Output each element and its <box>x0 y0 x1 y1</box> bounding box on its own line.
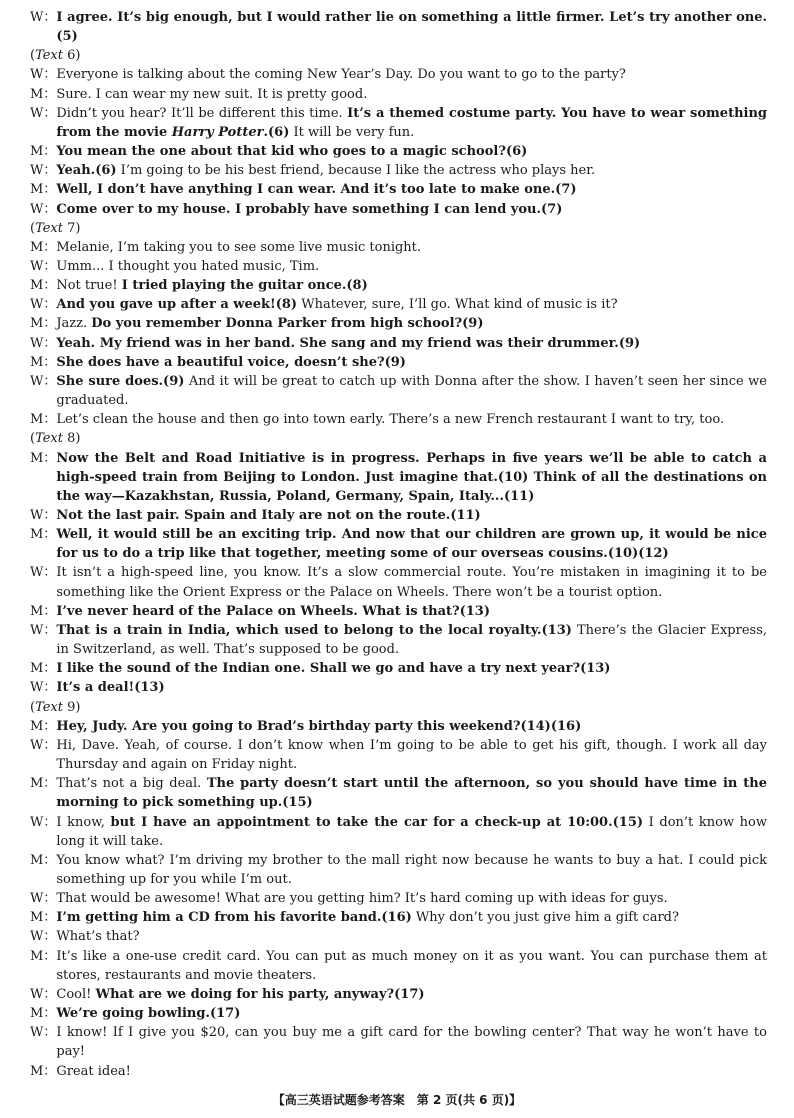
speaker-label: W： <box>30 929 57 945</box>
answer-highlight: but I have an appointment to take the car for a check-up at 10:00.(15) <box>110 814 644 830</box>
dialogue-line <box>30 200 767 219</box>
dialogue-line <box>30 717 767 736</box>
speaker-label: M： <box>30 316 57 332</box>
dialogue-segment: I know, <box>56 814 111 830</box>
dialogue-line <box>30 813 767 851</box>
dialogue-text <box>56 295 767 314</box>
speaker-label: M： <box>30 182 57 198</box>
speaker-label: W： <box>30 891 57 907</box>
speaker-label: M： <box>30 603 57 619</box>
speaker-label: M： <box>30 1006 57 1022</box>
dialogue-line <box>30 889 767 908</box>
dialogue-segment: Everyone is talking about the coming New Year’s Day. Do you want to go to the party? <box>56 67 626 83</box>
dialogue-text <box>56 889 767 908</box>
speaker-label: W： <box>30 508 57 524</box>
answer-highlight: Come over to my house. I probably have something I can lend you.(7) <box>56 201 563 217</box>
dialogue-segment: Great idea! <box>56 1063 131 1079</box>
dialogue-line <box>30 449 767 506</box>
dialogue-segment: It isn’t a high-speed line, you know. It’s a slow commercial route. You’re mistaken in imagining it to be something like the Orient Express or the Palace on Wheels. There won’t be a tourist option. <box>56 565 767 600</box>
speaker-label: W： <box>30 622 57 638</box>
dialogue-text <box>56 717 767 736</box>
answer-highlight: I tried playing the guitar once.(8) <box>121 278 368 294</box>
dialogue-text <box>56 985 767 1004</box>
speaker-label: W： <box>30 373 57 389</box>
dialogue-line <box>30 65 767 84</box>
header-open-paren: ( <box>30 699 36 715</box>
dialogue-segment: That’s not a big deal. <box>56 776 207 792</box>
dialogue-segment: Didn’t you hear? It’ll be different this time. <box>56 105 348 121</box>
dialogue-line <box>30 257 767 276</box>
answer-highlight: Yeah.(6) <box>56 163 117 179</box>
dialogue-segment: Whatever, sure, I’ll go. What kind of music is it? <box>297 297 618 313</box>
answer-highlight: Yeah. My friend was in her band. She sang and my friend was their drummer.(9) <box>56 335 641 351</box>
dialogue-line <box>30 736 767 774</box>
dialogue-segment: Jazz. <box>56 316 92 332</box>
speaker-label: M： <box>30 354 57 370</box>
dialogue-line <box>30 659 767 678</box>
dialogue-text <box>56 200 767 219</box>
answer-highlight: She sure does.(9) <box>56 373 185 389</box>
dialogue-text <box>56 142 767 161</box>
dialogue-line <box>30 353 767 372</box>
dialogue-text <box>56 736 767 774</box>
speaker-label: M： <box>30 527 57 543</box>
answer-highlight: Harry Potter <box>171 124 264 140</box>
speaker-label: W： <box>30 297 57 313</box>
dialogue-segment: I don’t know how long it will take. <box>56 814 768 849</box>
text-section-header <box>30 698 767 717</box>
dialogue-segment: I know! If I give you $20, can you buy me a gift card for the bowling center? That way he won’t have to pay! <box>56 1025 767 1060</box>
header-open-paren: ( <box>30 431 36 447</box>
header-label: Text <box>35 48 63 64</box>
speaker-label: W： <box>30 565 57 581</box>
dialogue-text <box>56 257 767 276</box>
dialogue-segment: Let’s clean the house and then go into town early. There’s a new French restaurant I want to try, too. <box>56 412 725 428</box>
dialogue-text <box>56 238 767 257</box>
header-open-paren: ( <box>30 48 36 64</box>
dialogue-text <box>56 314 767 333</box>
header-number: 9) <box>63 699 81 715</box>
dialogue-text <box>56 85 767 104</box>
dialogue-segment: Cool! <box>56 986 96 1002</box>
dialogue-segment: There’s the Glacier Express, in Switzerland, as well. That’s supposed to be good. <box>56 622 768 658</box>
speaker-label: M： <box>30 1063 57 1079</box>
answer-highlight: What are we doing for his party, anyway?(17) <box>95 986 425 1002</box>
transcript-body <box>30 8 767 1081</box>
dialogue-text <box>56 621 767 659</box>
speaker-label: W： <box>30 163 57 179</box>
dialogue-line <box>30 525 767 563</box>
dialogue-line <box>30 602 767 621</box>
answer-highlight: .(6) <box>263 124 290 140</box>
dialogue-text <box>56 449 767 506</box>
dialogue-segment: It’s like a one-use credit card. You can put as much money on it as you want. You can purchase them at stores, restaurants and movie theaters. <box>56 948 767 983</box>
answer-highlight: And you gave up after a week!(8) <box>56 297 298 313</box>
speaker-label: M： <box>30 661 57 677</box>
dialogue-text <box>56 353 767 372</box>
speaker-label: W： <box>30 259 57 274</box>
dialogue-segment: Why don’t you just give him a gift card? <box>411 910 679 926</box>
text-section-header <box>30 219 767 238</box>
dialogue-line <box>30 104 767 142</box>
dialogue-text <box>56 8 767 46</box>
answer-highlight: The party doesn’t start until the afternoon, so you should have time in the morning to pick something up.(15) <box>56 776 768 811</box>
dialogue-text <box>56 276 767 295</box>
dialogue-line <box>30 238 767 257</box>
answer-highlight: Not the last pair. Spain and Italy are not on the route.(11) <box>56 508 481 524</box>
dialogue-text <box>56 525 767 563</box>
dialogue-segment: Melanie, I’m taking you to see some live music tonight. <box>56 239 422 255</box>
answer-highlight: It’s a themed costume party. You have to wear something from the movie <box>56 105 767 140</box>
text-section-header <box>30 429 767 448</box>
speaker-label: M： <box>30 852 57 868</box>
dialogue-segment: You know what? I’m driving my brother to the mall right now because he wants to buy a hat. I could pick something up for you while I’m out. <box>56 852 767 887</box>
dialogue-line <box>30 334 767 353</box>
speaker-label: W： <box>30 335 57 351</box>
dialogue-line <box>30 1023 767 1061</box>
header-number: 7) <box>63 220 81 236</box>
speaker-label: W： <box>30 10 57 25</box>
dialogue-line <box>30 621 767 659</box>
header-open-paren: ( <box>30 220 36 236</box>
speaker-label: W： <box>30 105 57 121</box>
speaker-label: M： <box>30 144 57 160</box>
dialogue-segment: Umm... I thought you hated music, Tim. <box>56 259 320 274</box>
dialogue-segment: Not true! <box>56 278 122 294</box>
dialogue-segment: Sure. I can wear my new suit. It is pretty good. <box>56 86 368 102</box>
dialogue-text <box>56 1062 767 1081</box>
answer-highlight: Well, I don’t have anything I can wear. And it’s too late to make one.(7) <box>56 182 577 198</box>
dialogue-text <box>56 1023 767 1061</box>
dialogue-text <box>56 334 767 353</box>
dialogue-text <box>56 506 767 525</box>
answer-highlight: Do you remember Donna Parker from high school?(9) <box>91 316 484 332</box>
answer-highlight: You mean the one about that kid who goes to a magic school?(6) <box>56 144 528 160</box>
speaker-label: W： <box>30 1025 57 1041</box>
dialogue-line <box>30 506 767 525</box>
answer-highlight: It’s a deal!(13) <box>56 680 165 696</box>
dialogue-line <box>30 927 767 946</box>
dialogue-line <box>30 851 767 889</box>
dialogue-text <box>56 161 767 180</box>
header-label: Text <box>35 220 63 236</box>
dialogue-text <box>56 602 767 621</box>
dialogue-line <box>30 947 767 985</box>
text-section-header <box>30 46 767 65</box>
speaker-label: W： <box>30 986 57 1002</box>
speaker-label: W： <box>30 737 57 753</box>
dialogue-line <box>30 678 767 697</box>
answer-highlight: Well, it would still be an exciting trip. And now that our children are grown up, it would be nice for us to do a trip like that together, meeting some of our overseas cousins.(10)(12) <box>56 527 767 562</box>
dialogue-line <box>30 410 767 429</box>
speaker-label: M： <box>30 412 57 428</box>
speaker-label: M： <box>30 776 57 792</box>
dialogue-line <box>30 142 767 161</box>
speaker-label: W： <box>30 680 57 696</box>
header-label: Text <box>35 431 63 447</box>
answer-highlight: Now the Belt and Road Initiative is in progress. Perhaps in five years we’ll be able to catch a high-speed train from Beijing to London. Just imagine that.(10) Think of all the destinations on the way—Kazakhstan, Russia, Poland, Germany, Spain, Italy...(11) <box>56 450 767 504</box>
answer-highlight: That is a train in India, which used to belong to the local royalty.(13) <box>56 622 572 638</box>
speaker-label: W： <box>30 67 57 83</box>
dialogue-text <box>56 180 767 199</box>
speaker-label: W： <box>30 814 57 830</box>
dialogue-text <box>56 659 767 678</box>
dialogue-text <box>56 774 767 812</box>
dialogue-text <box>56 410 767 429</box>
speaker-label: M： <box>30 278 57 294</box>
dialogue-text <box>56 65 767 84</box>
dialogue-line <box>30 161 767 180</box>
dialogue-line <box>30 85 767 104</box>
dialogue-text <box>56 813 767 851</box>
dialogue-line <box>30 563 767 601</box>
answer-highlight: Hey, Judy. Are you going to Brad’s birthday party this weekend?(14)(16) <box>56 718 582 734</box>
dialogue-line <box>30 1004 767 1023</box>
answer-highlight: I like the sound of the Indian one. Shall we go and have a try next year?(13) <box>56 661 611 677</box>
dialogue-text <box>56 372 767 410</box>
speaker-label: W： <box>30 201 57 217</box>
dialogue-segment: Hi, Dave. Yeah, of course. I don’t know when I’m going to be able to get his gift, though. I work all day Thursday and again on Friday night. <box>56 737 767 773</box>
speaker-label: M： <box>30 86 57 102</box>
dialogue-text <box>56 104 767 142</box>
header-number: 8) <box>63 431 81 447</box>
dialogue-text <box>56 947 767 985</box>
dialogue-segment: What’s that? <box>56 929 140 945</box>
dialogue-line <box>30 276 767 295</box>
dialogue-line <box>30 295 767 314</box>
header-number: 6) <box>63 48 81 64</box>
dialogue-line <box>30 908 767 927</box>
dialogue-text <box>56 908 767 927</box>
dialogue-segment: I’m going to be his best friend, because I like the actress who plays her. <box>116 163 596 179</box>
answer-highlight: We’re going bowling.(17) <box>56 1006 241 1022</box>
dialogue-line <box>30 180 767 199</box>
dialogue-line <box>30 1062 767 1081</box>
dialogue-segment: That would be awesome! What are you getting him? It’s hard coming up with ideas for guys. <box>56 891 668 907</box>
speaker-label: M： <box>30 239 57 255</box>
dialogue-segment: And it will be great to catch up with Donna after the show. I haven’t seen her since we graduated. <box>56 373 768 409</box>
dialogue-text <box>56 563 767 601</box>
dialogue-line <box>30 372 767 410</box>
speaker-label: M： <box>30 910 57 926</box>
speaker-label: M： <box>30 948 57 964</box>
dialogue-line <box>30 314 767 333</box>
dialogue-text <box>56 851 767 889</box>
speaker-label: M： <box>30 718 57 734</box>
dialogue-line <box>30 8 767 46</box>
speaker-label: M： <box>30 450 57 466</box>
dialogue-text <box>56 1004 767 1023</box>
dialogue-line <box>30 985 767 1004</box>
answer-highlight: She does have a beautiful voice, doesn’t she?(9) <box>56 354 406 370</box>
answer-highlight: I agree. It’s big enough, but I would rather lie on something a little firmer. Let’s try another one.(5) <box>56 10 767 45</box>
answer-highlight: I’ve never heard of the Palace on Wheels. What is that?(13) <box>56 603 491 619</box>
dialogue-segment: It will be very fun. <box>289 124 415 140</box>
dialogue-text <box>56 678 767 697</box>
dialogue-line <box>30 774 767 812</box>
dialogue-text <box>56 927 767 946</box>
page-footer: 【高三英语试题参考答案 第 2 页(共 6 页)】 <box>272 1093 522 1107</box>
header-label: Text <box>35 699 63 715</box>
answer-highlight: I’m getting him a CD from his favorite band.(16) <box>56 910 412 926</box>
